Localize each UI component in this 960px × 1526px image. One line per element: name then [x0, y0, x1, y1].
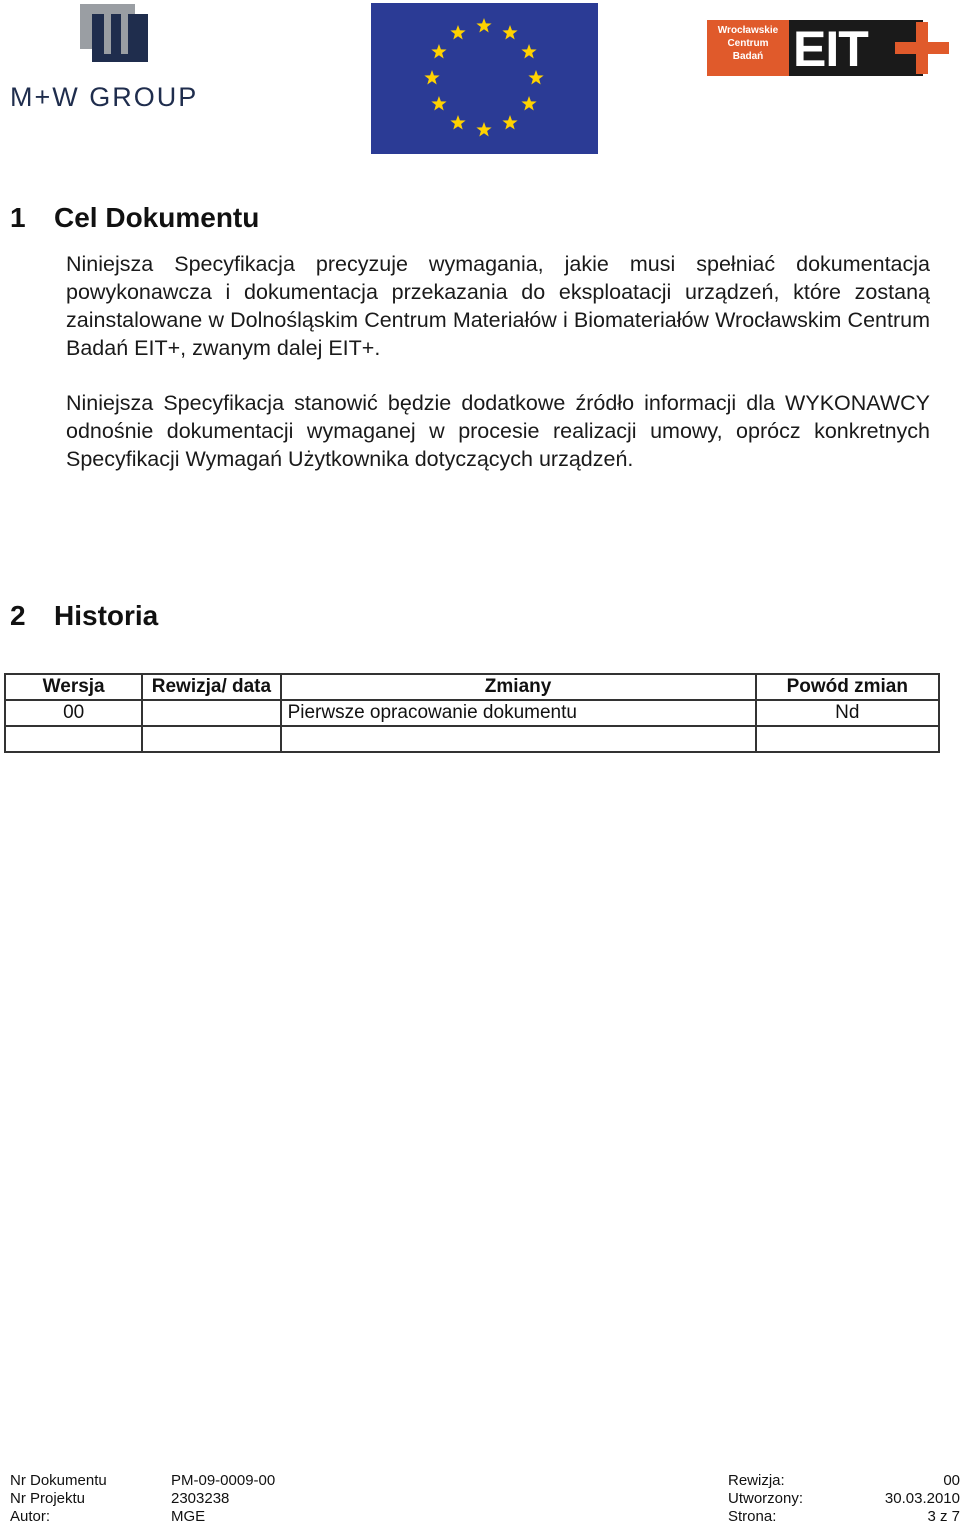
history-table [4, 673, 940, 753]
eu-star-icon [450, 25, 465, 39]
paragraph: Niniejsza Specyfikacja precyzuje wymagania, jakie musi spełniać dokumentacja powykonawcza i dokumentacja przekazania do eksploatacji urządzeń, które zostaną zainstalowane w Dolnośląskim Centrum Materiałów i Biomateriałów Wrocławskim Centrum Badań EIT+, zwanym dalej EIT+. [66, 252, 930, 360]
footer-value: 2303238 [171, 1490, 230, 1507]
eu-star-icon [476, 18, 491, 32]
footer-row [10, 1490, 960, 1508]
mw-logo-mark-icon [80, 4, 150, 64]
table-row [5, 726, 939, 752]
eit-plus-logo [707, 20, 951, 78]
table-cell-wersja: 00 [5, 700, 142, 726]
footer-value: 30.03.2010 [884, 1490, 960, 1507]
eu-star-icon [431, 44, 446, 58]
footer-value: 3 z 7 [927, 1508, 960, 1525]
table-cell-rewizja-data [142, 700, 280, 726]
eit-logo-text: EIT [793, 21, 868, 77]
footer-value: 00 [943, 1472, 960, 1489]
footer-label: Strona: [728, 1508, 777, 1525]
column-header-wersja: Wersja [5, 674, 142, 700]
footer-value: MGE [171, 1508, 206, 1525]
footer-label: Nr Dokumentu [10, 1472, 107, 1489]
page-footer [10, 1472, 960, 1526]
eu-star-icon [502, 115, 517, 129]
table-cell-wersja [5, 726, 142, 752]
table-cell-powod-zmian [756, 726, 939, 752]
footer-label: Utworzony: [728, 1490, 804, 1507]
mw-logo-text: M+W GROUP [10, 82, 199, 112]
eu-star-icon [521, 44, 536, 58]
table-header-row [5, 674, 939, 700]
table-row [5, 700, 939, 726]
column-header-rewizja-data: Rewizja/ data [142, 674, 280, 700]
eu-star-icon [450, 115, 465, 129]
eit-plus-icon [916, 22, 928, 74]
eu-star-icon [431, 96, 446, 110]
footer-value: PM-09-0009-00 [171, 1472, 276, 1489]
eu-star-icon [502, 25, 517, 39]
footer-label: Nr Projektu [10, 1490, 86, 1507]
paragraph: Niniejsza Specyfikacja stanowić będzie dodatkowe źródło informacji dla WYKONAWCY odnośnie dokumentacji wymaganej w procesie realizacji umowy, oprócz konkretnych Specyfikacji Wymagań Użytkownika dotyczących urządzeń. [66, 391, 930, 471]
eit-logo-badge [707, 20, 789, 76]
eit-logo-line: Badań [732, 51, 764, 62]
table-cell-rewizja-data [142, 726, 280, 752]
section-heading-cel-dokumentu [10, 202, 259, 234]
footer-label: Rewizja: [728, 1472, 785, 1489]
eu-star-icon [476, 122, 491, 136]
footer-row [10, 1472, 960, 1490]
eu-star-icon [528, 70, 543, 84]
table-cell-zmiany [281, 726, 756, 752]
eit-logo-line: Centrum [727, 38, 769, 49]
footer-label: Autor: [10, 1508, 51, 1525]
section-number: 1 [10, 202, 26, 233]
eit-logo-line: Wrocławskie [717, 25, 779, 36]
column-header-zmiany: Zmiany [281, 674, 756, 700]
section-number: 2 [10, 600, 26, 631]
footer-row [10, 1508, 960, 1526]
section-title: Cel Dokumentu [54, 202, 260, 233]
section-title: Historia [54, 600, 159, 631]
table-cell-powod-zmian: Nd [756, 700, 939, 726]
eu-star-icon [521, 96, 536, 110]
eu-stars-icon [371, 3, 598, 154]
eu-flag [371, 3, 598, 154]
eu-star-icon [424, 70, 439, 84]
table-cell-zmiany: Pierwsze opracowanie dokumentu [281, 700, 756, 726]
mw-group-logo [10, 2, 222, 112]
column-header-powod-zmian: Powód zmian [756, 674, 939, 700]
section-heading-historia [10, 600, 158, 632]
